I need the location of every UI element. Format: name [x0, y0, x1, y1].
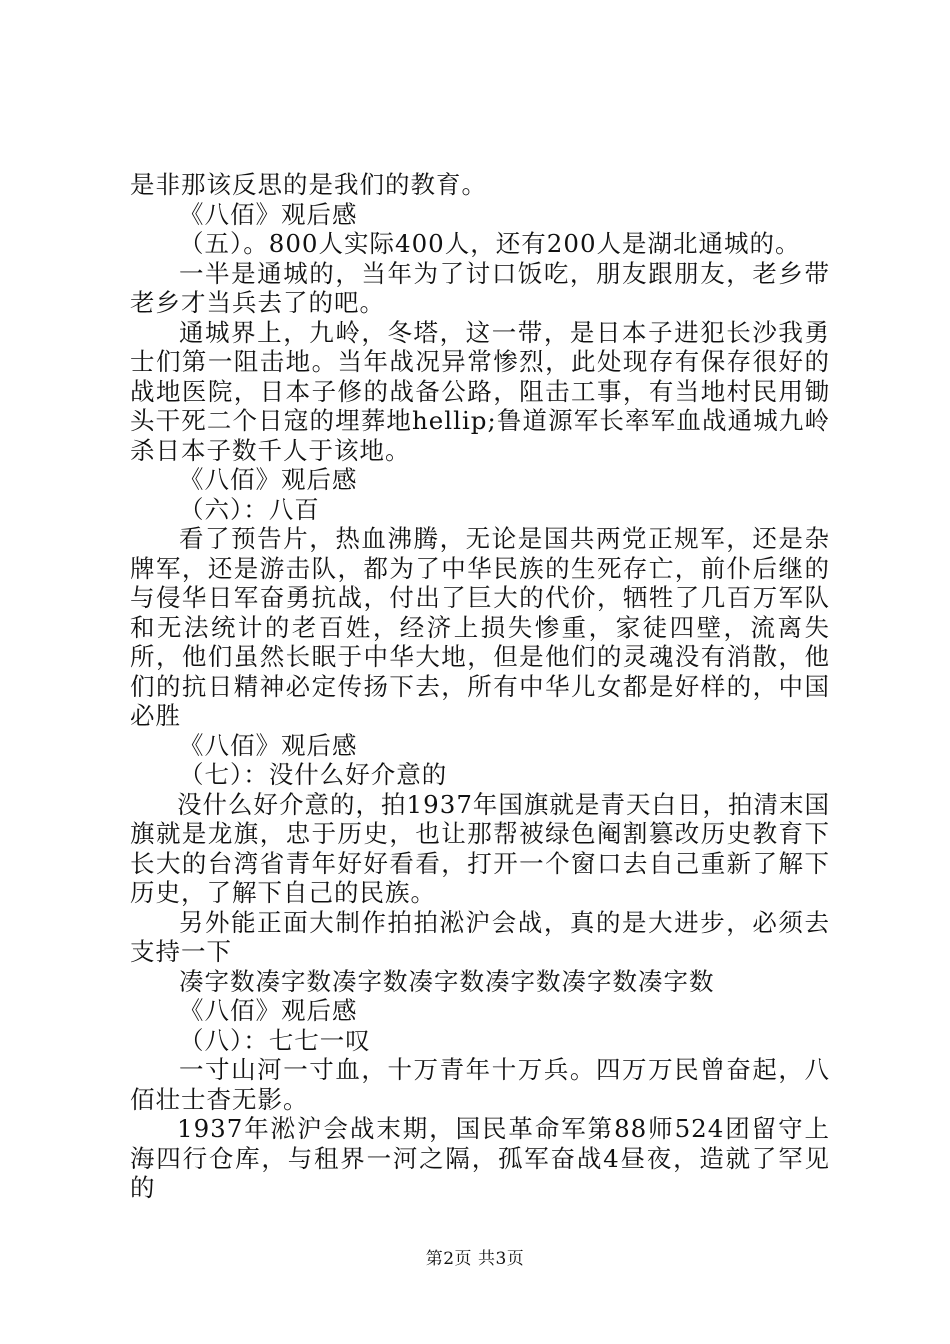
paragraph: 通城界上，九岭，冬塔，这一带，是日本子进犯长沙我勇士们第一阻击地。当年战况异常惨烈，此处现存有保存很好的战地医院，日本子修的战备公路，阻击工事，有当地村民用锄头干死二个日寇的埋葬地hellip;鲁道源军长率军血战通城九岭杀日本子数千人于该地。: [130, 317, 830, 465]
paragraph-subheading: （七）：没什么好介意的: [179, 760, 448, 789]
paragraph: 是非那该反思的是我们的教育。: [130, 170, 487, 199]
paragraph-heading: 《八佰》观后感: [179, 730, 358, 760]
paragraph: 另外能正面大制作拍拍淞沪会战，真的是大进步，必须去支持一下: [130, 907, 830, 966]
paragraph: 一寸山河一寸血，十万青年十万兵。四万万民曾奋起，八佰壮士杳无影。: [130, 1055, 830, 1114]
paragraph-subheading: （六）：八百: [179, 494, 320, 524]
paragraph: 看了预告片，热血沸腾，无论是国共两党正规军，还是杂牌军，还是游击队，都为了中华民族的生死存亡，前仆后继的与侵华日军奋勇抗战，付出了巨大的代价，牺牲了几百万军队和无法统计的老百姓，经济上损失惨重，家徒四壁，流离失所，他们虽然长眠于中华大地，但是他们的灵魂没有消散，他们的抗日精神必定传扬下去，所有中华儿女都是好样的，中国必胜: [130, 524, 830, 730]
document-body: [130, 170, 830, 1203]
paragraph: 没什么好介意的，拍1937年国旗就是青天白日，拍清末国旗就是龙旗，忠于历史，也让那帮被绿色阉割篡改历史教育下长大的台湾省青年好好看看，打开一个窗口去自己重新了解下历史，了解下自己的民族。: [130, 789, 830, 907]
paragraph-subheading: （五）。800人实际400人，还有200人是湖北通城的。: [179, 229, 801, 258]
paragraph: 一半是通城的，当年为了讨口饭吃，朋友跟朋友，老乡带老乡才当兵去了的吧。: [130, 258, 830, 317]
paragraph-heading: 《八佰》观后感: [179, 996, 358, 1025]
paragraph-heading: 《八佰》观后感: [179, 465, 358, 494]
paragraph-subheading: （八）：七七一叹: [179, 1025, 371, 1055]
paragraph: 1937年淞沪会战末期，国民革命军第88师524团留守上海四行仓库，与租界一河之隔，孤军奋战4昼夜，造就了罕见的: [130, 1114, 830, 1202]
paragraph: 凑字数凑字数凑字数凑字数凑字数凑字数凑字数: [179, 966, 715, 996]
page-footer: 第2页 共3页: [425, 1249, 525, 1269]
paragraph-heading: 《八佰》观后感: [179, 199, 358, 229]
